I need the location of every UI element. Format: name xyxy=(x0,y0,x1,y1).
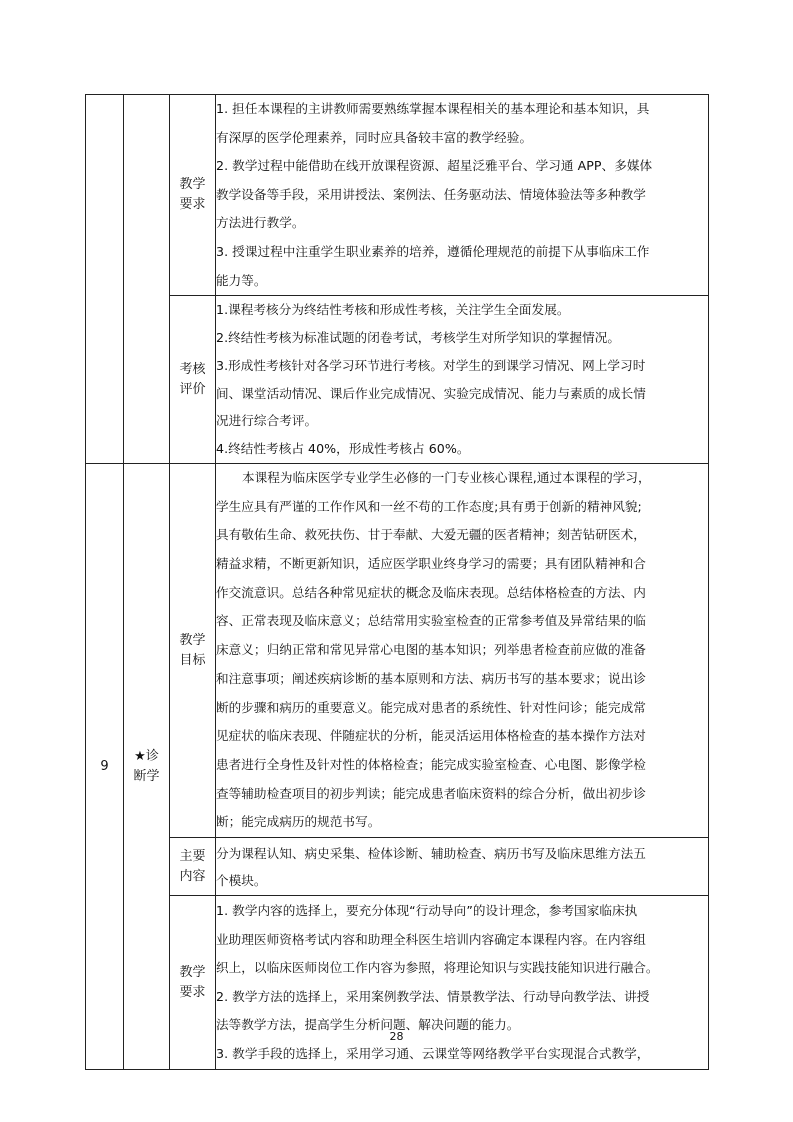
row9-teaching-req-label xyxy=(170,896,216,1070)
text-line: 法等教学方法，提高学生分析问题、解决问题的能力。 xyxy=(216,1017,520,1033)
text-line: 2.终结性考核为标准试题的闭卷考试，考核学生对所学知识的掌握情况。 xyxy=(216,329,621,345)
row9-teaching-req xyxy=(86,896,709,1070)
row9-objectives-label xyxy=(170,463,216,837)
text-line: 个模块。 xyxy=(216,872,267,888)
row9-objectives-content xyxy=(216,463,709,837)
label-top: 教学 xyxy=(179,964,206,980)
label-top: 教学 xyxy=(179,632,206,648)
row8-course-cell xyxy=(124,95,170,464)
text-line: 患者进行全身性及针对性的体格检查；能完成实验室检查、心电图、影像学检 xyxy=(216,756,646,772)
row9-objectives xyxy=(86,463,709,837)
text-line: 况进行综合考评。 xyxy=(216,413,318,429)
text-line: 分为课程认知、病史采集、检体诊断、辅助检查、病历书写及临床思维方法五 xyxy=(216,845,646,861)
text-line: 1. 教学内容的选择上，要充分体现“行动导向”的设计理念，参考国家临床执 xyxy=(216,903,638,919)
label-top: 考核 xyxy=(179,361,206,377)
row9-teaching-req-content xyxy=(216,896,709,1070)
row9-course-cell xyxy=(124,463,170,1069)
text-line: 2. 教学过程中能借助在线开放课程资源、超星泛雅平台、学习通 APP、多媒体 xyxy=(216,158,653,174)
label-bottom: 目标 xyxy=(179,652,206,668)
text-line: 断；能完成病历的规范书写。 xyxy=(216,814,381,830)
course-table xyxy=(85,94,709,1070)
row8-assessment xyxy=(86,296,709,464)
row-number: 9 xyxy=(100,759,109,774)
text-line: 查等辅助检查项目的初步判读；能完成患者临床资料的综合分析，做出初步诊 xyxy=(216,785,646,801)
label-top: 教学 xyxy=(179,177,206,193)
text-line: 3. 授课过程中注重学生职业素养的培养，遵循伦理规范的前提下从事临床工作 xyxy=(216,243,650,259)
row8-number-cell xyxy=(86,95,124,464)
text-line: 能力等。 xyxy=(216,272,267,288)
text-line: 间、课堂活动情况、课后作业完成情况、实验完成情况、能力与素质的成长情 xyxy=(216,385,646,401)
row8-assessment-content xyxy=(216,296,709,464)
course-name-line2: 断学 xyxy=(133,768,160,784)
row8-teaching-req xyxy=(86,95,709,296)
text-line: 容、正常表现及临床意义；总结常用实验室检查的正常参考值及异常结果的临 xyxy=(216,613,646,629)
course-name-line1: ★诊 xyxy=(134,748,159,764)
row9-main-content xyxy=(86,838,709,896)
row9-main-content-label xyxy=(170,838,216,896)
text-line: 和注意事项；阐述疾病诊断的基本原则和方法、病历书写的基本要求；说出诊 xyxy=(216,670,646,686)
label-bottom: 要求 xyxy=(179,197,206,213)
text-line: 断的步骤和病历的重要意义。能完成对患者的系统性、针对性问诊；能完成常 xyxy=(216,699,646,715)
row8-assessment-label xyxy=(170,296,216,464)
text-line: 见症状的临床表现、伴随症状的分析，能灵活运用体格检查的基本操作方法对 xyxy=(216,728,646,744)
text-line: 业助理医师资格考试内容和助理全科医生培训内容确定本课程内容。在内容组 xyxy=(216,931,646,947)
text-line: 作交流意识。总结各种常见症状的概念及临床表现。总结体格检查的方法、内 xyxy=(216,584,646,600)
text-line: 2. 教学方法的选择上，采用案例教学法、情景教学法、行动导向教学法、讲授 xyxy=(216,988,650,1004)
text-line: 3.形成性考核针对各学习环节进行考核。对学生的到课学习情况、网上学习时 xyxy=(216,357,646,373)
text-line: 精益求精，不断更新知识，适应医学职业终身学习的需要；具有团队精神和合 xyxy=(216,556,646,572)
text-line: 方法进行教学。 xyxy=(216,215,305,231)
label-bottom: 要求 xyxy=(179,984,206,1000)
text-line: 4.终结性考核占 40%，形成性考核占 60%。 xyxy=(216,441,470,457)
text-line: 教学设备等手段，采用讲授法、案例法、任务驱动法、情境体验法等多种教学 xyxy=(216,186,646,202)
text-line: 有深厚的医学伦理素养，同时应具备较丰富的教学经验。 xyxy=(216,129,533,145)
text-line: 学生应具有严谨的工作作风和一丝不苟的工作态度;具有勇于创新的精神风貌; xyxy=(216,498,642,514)
text-line: 床意义；归纳正常和常见异常心电图的基本知识；列举患者检查前应做的准备 xyxy=(216,642,646,658)
label-bottom: 内容 xyxy=(179,868,206,884)
row9-main-content-content xyxy=(216,838,709,896)
text-line: 具有敬佑生命、救死扶伤、甘于奉献、大爱无疆的医者精神；刻苦钻研医术， xyxy=(216,527,646,543)
text-line: 1. 担任本课程的主讲教师需要熟练掌握本课程相关的基本理论和基本知识，具 xyxy=(216,101,650,116)
label-top: 主要 xyxy=(179,848,206,864)
label-bottom: 评价 xyxy=(179,381,206,397)
text-line: 1.课程考核分为终结性考核和形成性考核，关注学生全面发展。 xyxy=(216,302,570,318)
text-line: 3. 教学手段的选择上，采用学习通、云课堂等网络教学平台实现混合式教学， xyxy=(216,1045,650,1061)
row9-number-cell xyxy=(86,463,124,1069)
text-line: 本课程为临床医学专业学生必修的一门专业核心课程,通过本课程的学习， xyxy=(242,469,651,485)
row8-teaching-req-content xyxy=(216,95,709,296)
page-number: 28 xyxy=(389,1030,404,1043)
text-line: 织上，以临床医师岗位工作内容为参照，将理论知识与实践技能知识进行融合。 xyxy=(216,960,659,976)
row8-teaching-req-label xyxy=(170,95,216,296)
